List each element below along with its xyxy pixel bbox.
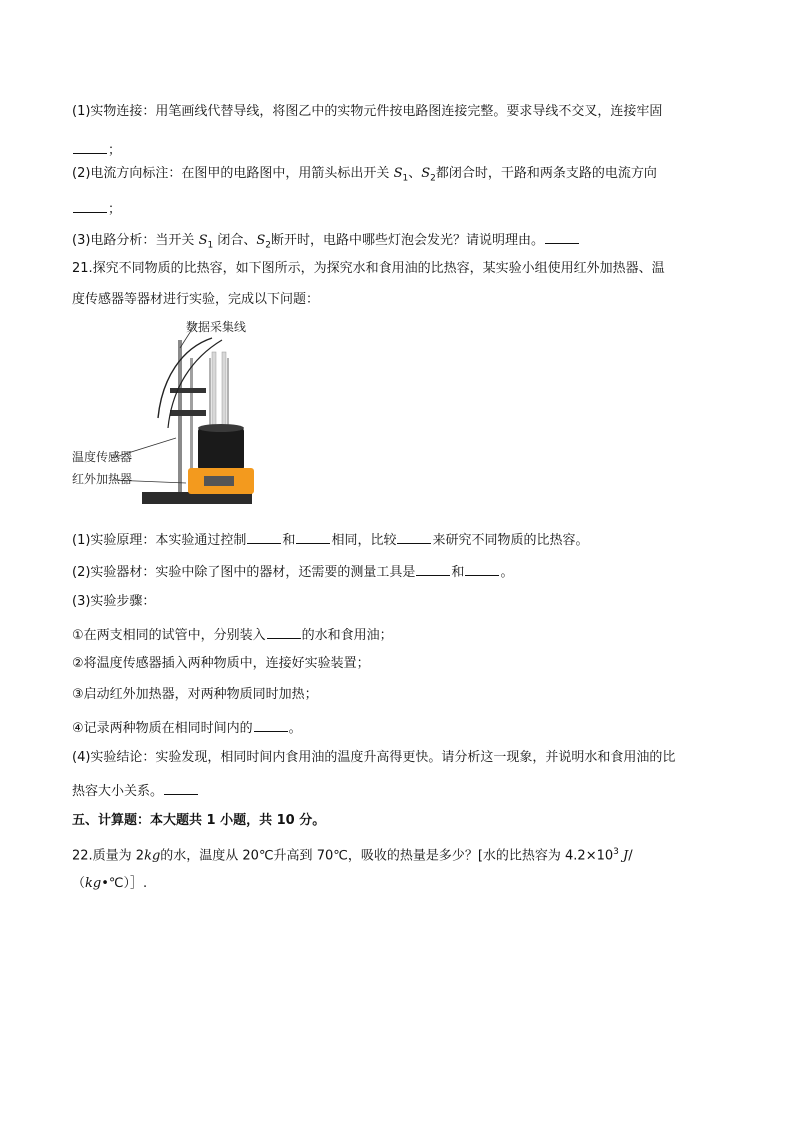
heater-panel (204, 476, 234, 486)
q22-text-cont: 的水，温度从 20℃升高到 70℃，吸收的热量是多少？[水的比热容为 4.2×10 (160, 848, 614, 864)
bracket: （ (72, 876, 86, 891)
step-text: ②将温度传感器插入两种物质中，连接好实验装置； (72, 656, 370, 671)
q21-stem-text: 21.探究不同物质的比热容，如下图所示，为探究水和食用油的比热容，某实验小组使用红外加热器、温 (72, 261, 665, 276)
q21-step2 (72, 655, 370, 673)
step-text: ④记录两种物质在相同时间内的 (72, 721, 253, 736)
q21-part2-line (72, 561, 513, 582)
q22-text: 22.质量为 2 (72, 848, 145, 864)
answer-blank[interactable] (296, 529, 330, 544)
heater-cylinder (198, 428, 244, 470)
heater-top (198, 424, 244, 432)
section-title-text: 五、计算题：本大题共 1 小题，共 10 分。 (72, 813, 326, 828)
q20-part2-line2 (72, 198, 121, 219)
conjunction: 和 (451, 565, 465, 580)
subscript: 1 (207, 240, 214, 251)
label-data-cable: 数据采集线 (186, 320, 247, 334)
label-temperature-sensor: 温度传感器 (72, 450, 133, 464)
section-title (72, 812, 325, 830)
punctuation: 。 (288, 721, 302, 736)
q21-part3-text: (3)实验步骤： (72, 594, 156, 609)
q21-part1-text-end: 来研究不同物质的比热容。 (432, 533, 589, 548)
separator: 、 (408, 166, 422, 181)
step-text-cont: 的水和食用油； (301, 628, 393, 643)
q20-part1-text: (1)实物连接：用笔画线代替导线，将图乙中的实物元件按电路图连接完整。要求导线不交叉，连接牢固 (72, 104, 663, 119)
q20-part1-line1 (72, 103, 662, 121)
q20-part3-text: (3)电路分析：当开关 (72, 233, 199, 248)
q21-part2-text: (2)实验器材：实验中除了图中的器材，还需要的测量工具是 (72, 565, 416, 580)
exponent: 3 (613, 847, 619, 857)
punctuation: ； (108, 143, 122, 158)
clamp (170, 410, 206, 416)
unit-kg: kg (85, 876, 102, 891)
conjunction: 和 (282, 533, 296, 548)
subscript: 2 (265, 240, 271, 251)
q21-stem-line2 (72, 291, 319, 309)
q21-stem-text: 度传感器等器材进行实验，完成以下问题： (72, 292, 320, 307)
subscript: 2 (430, 173, 436, 184)
subscript: 1 (402, 173, 409, 184)
q20-part2-text-cont: 都闭合时，干路和两条支路的电流方向 (435, 166, 657, 181)
q21-part4-line1 (72, 749, 675, 767)
label-infrared-heater: 红外加热器 (72, 472, 133, 486)
switch-symbol: S (198, 233, 208, 248)
step-text: ①在两支相同的试管中，分别装入 (72, 628, 266, 643)
q20-part1-line2 (72, 139, 121, 160)
q21-step1 (72, 624, 393, 645)
unit-joule: J (623, 848, 629, 864)
q20-part3-text-end: 断开时，电路中哪些灯泡会发光？请说明理由。 (270, 233, 544, 248)
answer-blank[interactable] (416, 561, 450, 576)
experiment-figure (72, 318, 262, 514)
q20-part3-text-cont: 闭合、 (213, 233, 257, 248)
q21-part4-text: 热容大小关系。 (72, 784, 164, 799)
answer-blank[interactable] (267, 624, 301, 639)
answer-blank[interactable] (465, 561, 499, 576)
q21-part1-line (72, 529, 588, 550)
q22-line2 (72, 875, 147, 893)
unit-rest: •℃）］. (101, 876, 148, 891)
answer-blank[interactable] (73, 139, 107, 154)
data-cable (158, 338, 212, 418)
q21-part4-text: (4)实验结论：实验发现，相同时间内食用油的温度升高得更快。请分析这一现象，并说明水和食用油的比 (72, 750, 676, 765)
answer-blank[interactable] (247, 529, 281, 544)
q21-part3-title (72, 593, 155, 611)
q20-part3-line (72, 229, 580, 255)
q22-line1 (72, 843, 633, 865)
step-text: ③启动红外加热器，对两种物质同时加热； (72, 687, 318, 702)
q21-part1-text: (1)实验原理：本实验通过控制 (72, 533, 247, 548)
answer-blank[interactable] (73, 198, 107, 213)
clamp (170, 388, 206, 393)
q20-part2-line1 (72, 165, 657, 188)
punctuation: ； (108, 202, 122, 217)
q21-part1-text-cont: 相同，比较 (331, 533, 397, 548)
switch-symbol: S (421, 166, 431, 181)
q21-part4-line2 (72, 780, 199, 801)
switch-symbol: S (393, 166, 403, 181)
q20-part2-text: (2)电流方向标注：在图甲的电路图中，用箭头标出开关 (72, 166, 394, 181)
switch-symbol: S (256, 233, 266, 248)
answer-blank[interactable] (164, 780, 198, 795)
unit-kg: kg (144, 848, 161, 864)
answer-blank[interactable] (254, 717, 288, 732)
q21-step3 (72, 686, 318, 704)
answer-blank[interactable] (397, 529, 431, 544)
punctuation: 。 (500, 565, 514, 580)
q21-stem-line1 (72, 260, 665, 278)
q21-step4 (72, 717, 302, 738)
answer-blank[interactable] (545, 229, 579, 244)
slash: / (628, 848, 633, 864)
